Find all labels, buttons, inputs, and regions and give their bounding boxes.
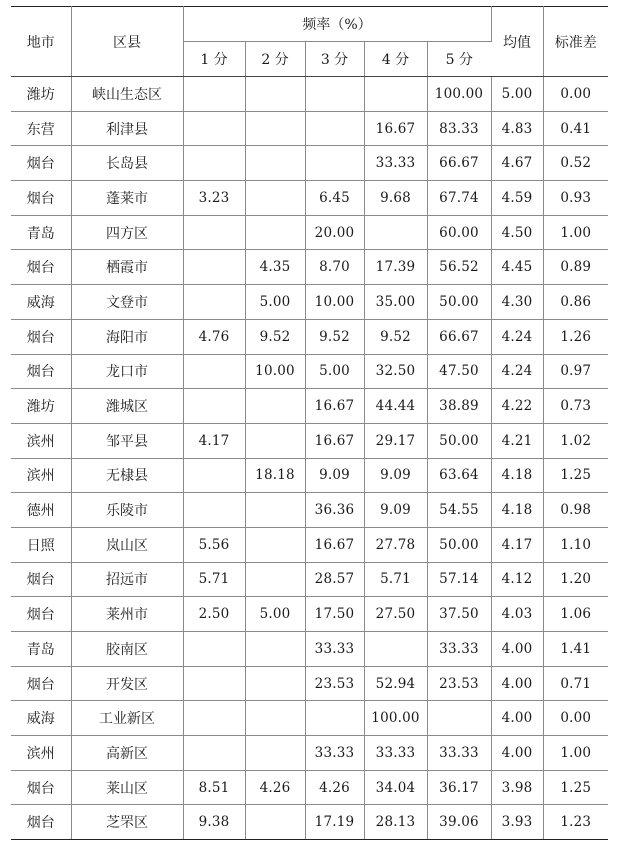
cell-std: 0.41: [543, 111, 608, 146]
table-row: [11, 701, 608, 736]
cell-mean: 4.03: [491, 597, 543, 632]
cell-score-4: [364, 215, 427, 250]
table-row: [11, 562, 608, 597]
cell-city: 潍坊: [11, 389, 71, 424]
table-row: [11, 250, 608, 285]
cell-city: 烟台: [11, 250, 71, 285]
cell-city: 东营: [11, 111, 71, 146]
cell-score-5: 63.64: [427, 458, 491, 493]
cell-score-2: [245, 146, 305, 181]
cell-score-5: [427, 701, 491, 736]
cell-mean: 4.12: [491, 562, 543, 597]
table-header: [11, 7, 608, 77]
cell-score-3: 5.00: [305, 354, 364, 389]
cell-std: 0.98: [543, 493, 608, 528]
cell-score-2: [245, 527, 305, 562]
table-row: [11, 319, 608, 354]
header-score-4: 4 分: [364, 42, 427, 77]
cell-county: 四方区: [71, 215, 183, 250]
cell-score-5: 37.50: [427, 597, 491, 632]
cell-score-1: 5.71: [183, 562, 245, 597]
cell-score-1: 4.17: [183, 423, 245, 458]
cell-city: 滨州: [11, 736, 71, 771]
cell-std: 0.86: [543, 285, 608, 320]
cell-score-4: 9.09: [364, 493, 427, 528]
cell-score-5: 39.06: [427, 805, 491, 840]
table-body: [11, 77, 608, 840]
header-mean: 均值: [491, 7, 543, 77]
cell-score-3: 16.67: [305, 527, 364, 562]
cell-std: 0.00: [543, 701, 608, 736]
cell-county: 栖霞市: [71, 250, 183, 285]
cell-score-2: [245, 181, 305, 216]
cell-score-5: 56.52: [427, 250, 491, 285]
cell-score-2: 4.26: [245, 770, 305, 805]
cell-score-5: 83.33: [427, 111, 491, 146]
header-score-2: 2 分: [245, 42, 305, 77]
cell-score-4: 52.94: [364, 666, 427, 701]
cell-score-4: 32.50: [364, 354, 427, 389]
table-row: [11, 632, 608, 667]
cell-score-2: [245, 666, 305, 701]
cell-std: 1.02: [543, 423, 608, 458]
cell-county: 无棣县: [71, 458, 183, 493]
cell-score-4: 27.78: [364, 527, 427, 562]
cell-city: 烟台: [11, 354, 71, 389]
table-row: [11, 111, 608, 146]
cell-score-4: 35.00: [364, 285, 427, 320]
cell-score-2: 10.00: [245, 354, 305, 389]
cell-score-4: 100.00: [364, 701, 427, 736]
cell-county: 岚山区: [71, 527, 183, 562]
cell-score-4: 29.17: [364, 423, 427, 458]
cell-score-5: 67.74: [427, 181, 491, 216]
cell-city: 烟台: [11, 666, 71, 701]
cell-score-3: 16.67: [305, 423, 364, 458]
cell-city: 潍坊: [11, 77, 71, 112]
cell-score-4: 17.39: [364, 250, 427, 285]
header-county: 区县: [71, 7, 183, 77]
cell-score-5: 50.00: [427, 285, 491, 320]
cell-score-1: [183, 632, 245, 667]
cell-std: 1.41: [543, 632, 608, 667]
cell-std: 0.73: [543, 389, 608, 424]
header-score-3: 3 分: [305, 42, 364, 77]
cell-score-3: 33.33: [305, 736, 364, 771]
cell-score-5: 33.33: [427, 632, 491, 667]
table-row: [11, 354, 608, 389]
cell-score-1: [183, 458, 245, 493]
cell-std: 0.00: [543, 77, 608, 112]
cell-score-5: 54.55: [427, 493, 491, 528]
cell-county: 芝罘区: [71, 805, 183, 840]
cell-score-2: 9.52: [245, 319, 305, 354]
cell-county: 利津县: [71, 111, 183, 146]
cell-score-1: [183, 736, 245, 771]
cell-std: 1.20: [543, 562, 608, 597]
table-row: [11, 666, 608, 701]
cell-score-3: 6.45: [305, 181, 364, 216]
cell-city: 烟台: [11, 146, 71, 181]
cell-city: 威海: [11, 701, 71, 736]
cell-std: 1.00: [543, 215, 608, 250]
cell-std: 0.52: [543, 146, 608, 181]
cell-county: 莱山区: [71, 770, 183, 805]
cell-city: 日照: [11, 527, 71, 562]
cell-county: 高新区: [71, 736, 183, 771]
cell-score-3: 23.53: [305, 666, 364, 701]
table-row: [11, 458, 608, 493]
cell-score-4: 16.67: [364, 111, 427, 146]
cell-score-1: [183, 285, 245, 320]
cell-mean: 5.00: [491, 77, 543, 112]
cell-score-3: 4.26: [305, 770, 364, 805]
cell-city: 德州: [11, 493, 71, 528]
table-row: [11, 285, 608, 320]
cell-city: 烟台: [11, 319, 71, 354]
frequency-table: [11, 6, 608, 840]
cell-county: 潍城区: [71, 389, 183, 424]
cell-county: 邹平县: [71, 423, 183, 458]
cell-county: 蓬莱市: [71, 181, 183, 216]
cell-score-3: 9.52: [305, 319, 364, 354]
table-row: [11, 805, 608, 840]
cell-city: 青岛: [11, 215, 71, 250]
cell-mean: 4.18: [491, 458, 543, 493]
cell-score-2: [245, 701, 305, 736]
cell-score-5: 36.17: [427, 770, 491, 805]
cell-score-3: 17.50: [305, 597, 364, 632]
cell-score-4: 5.71: [364, 562, 427, 597]
cell-score-1: [183, 77, 245, 112]
cell-score-1: [183, 666, 245, 701]
cell-score-2: [245, 736, 305, 771]
cell-std: 1.25: [543, 458, 608, 493]
cell-score-4: 9.68: [364, 181, 427, 216]
cell-score-4: 27.50: [364, 597, 427, 632]
cell-score-5: 50.00: [427, 423, 491, 458]
cell-score-1: 8.51: [183, 770, 245, 805]
cell-score-5: 60.00: [427, 215, 491, 250]
cell-score-5: 23.53: [427, 666, 491, 701]
cell-city: 烟台: [11, 805, 71, 840]
table-row: [11, 736, 608, 771]
cell-score-4: 34.04: [364, 770, 427, 805]
cell-county: 乐陵市: [71, 493, 183, 528]
cell-county: 胶南区: [71, 632, 183, 667]
table-row: [11, 77, 608, 112]
cell-mean: 4.83: [491, 111, 543, 146]
cell-std: 1.26: [543, 319, 608, 354]
cell-score-4: [364, 632, 427, 667]
cell-score-3: 17.19: [305, 805, 364, 840]
cell-score-3: [305, 146, 364, 181]
cell-std: 1.23: [543, 805, 608, 840]
cell-city: 烟台: [11, 770, 71, 805]
cell-score-5: 47.50: [427, 354, 491, 389]
cell-score-2: [245, 111, 305, 146]
cell-score-5: 50.00: [427, 527, 491, 562]
cell-mean: 4.00: [491, 666, 543, 701]
cell-score-3: 36.36: [305, 493, 364, 528]
cell-score-3: 10.00: [305, 285, 364, 320]
cell-city: 烟台: [11, 562, 71, 597]
table-row: [11, 597, 608, 632]
cell-county: 开发区: [71, 666, 183, 701]
cell-score-3: [305, 77, 364, 112]
cell-county: 峡山生态区: [71, 77, 183, 112]
cell-score-5: 66.67: [427, 319, 491, 354]
cell-score-1: 2.50: [183, 597, 245, 632]
cell-score-1: [183, 215, 245, 250]
cell-std: 1.00: [543, 736, 608, 771]
cell-city: 烟台: [11, 597, 71, 632]
cell-score-5: 33.33: [427, 736, 491, 771]
cell-std: 0.89: [543, 250, 608, 285]
cell-score-4: 28.13: [364, 805, 427, 840]
cell-mean: 4.30: [491, 285, 543, 320]
cell-score-1: 9.38: [183, 805, 245, 840]
cell-county: 海阳市: [71, 319, 183, 354]
header-score-5: 5 分: [427, 42, 491, 77]
cell-score-3: 9.09: [305, 458, 364, 493]
cell-score-1: 4.76: [183, 319, 245, 354]
cell-mean: 4.17: [491, 527, 543, 562]
cell-score-3: 20.00: [305, 215, 364, 250]
cell-score-5: 100.00: [427, 77, 491, 112]
cell-mean: 3.93: [491, 805, 543, 840]
cell-score-1: 3.23: [183, 181, 245, 216]
cell-score-4: 33.33: [364, 146, 427, 181]
cell-mean: 4.45: [491, 250, 543, 285]
cell-score-1: [183, 250, 245, 285]
header-city: 地市: [11, 7, 71, 77]
cell-score-2: [245, 389, 305, 424]
cell-score-3: 16.67: [305, 389, 364, 424]
table-row: [11, 181, 608, 216]
cell-score-1: [183, 354, 245, 389]
table-row: [11, 389, 608, 424]
cell-mean: 4.00: [491, 701, 543, 736]
cell-mean: 4.18: [491, 493, 543, 528]
cell-score-2: [245, 493, 305, 528]
cell-mean: 4.21: [491, 423, 543, 458]
cell-score-3: 8.70: [305, 250, 364, 285]
cell-score-2: [245, 805, 305, 840]
table-row: [11, 423, 608, 458]
cell-score-5: 38.89: [427, 389, 491, 424]
cell-city: 滨州: [11, 458, 71, 493]
cell-score-2: 18.18: [245, 458, 305, 493]
cell-county: 文登市: [71, 285, 183, 320]
cell-score-3: 33.33: [305, 632, 364, 667]
cell-score-2: [245, 77, 305, 112]
cell-county: 招远市: [71, 562, 183, 597]
table-row: [11, 215, 608, 250]
cell-mean: 4.00: [491, 736, 543, 771]
cell-city: 滨州: [11, 423, 71, 458]
cell-score-3: [305, 701, 364, 736]
table-row: [11, 493, 608, 528]
cell-score-1: [183, 493, 245, 528]
cell-score-1: [183, 146, 245, 181]
cell-std: 0.93: [543, 181, 608, 216]
cell-std: 1.25: [543, 770, 608, 805]
header-frequency-group: 频率（%）: [183, 7, 491, 42]
cell-score-2: 4.35: [245, 250, 305, 285]
cell-mean: 4.00: [491, 632, 543, 667]
cell-score-5: 66.67: [427, 146, 491, 181]
cell-county: 长岛县: [71, 146, 183, 181]
data-table-container: [11, 6, 608, 840]
header-score-1: 1 分: [183, 42, 245, 77]
cell-score-2: [245, 423, 305, 458]
cell-std: 0.71: [543, 666, 608, 701]
cell-score-3: 28.57: [305, 562, 364, 597]
table-row: [11, 527, 608, 562]
table-row: [11, 146, 608, 181]
cell-county: 工业新区: [71, 701, 183, 736]
cell-mean: 4.67: [491, 146, 543, 181]
cell-county: 龙口市: [71, 354, 183, 389]
cell-mean: 4.24: [491, 319, 543, 354]
cell-score-1: [183, 389, 245, 424]
cell-city: 威海: [11, 285, 71, 320]
cell-score-2: 5.00: [245, 285, 305, 320]
cell-score-5: 57.14: [427, 562, 491, 597]
cell-score-3: [305, 111, 364, 146]
table-row: [11, 770, 608, 805]
cell-county: 莱州市: [71, 597, 183, 632]
cell-std: 0.97: [543, 354, 608, 389]
cell-mean: 4.22: [491, 389, 543, 424]
cell-mean: 3.98: [491, 770, 543, 805]
cell-score-1: [183, 111, 245, 146]
cell-mean: 4.24: [491, 354, 543, 389]
cell-score-4: 9.09: [364, 458, 427, 493]
cell-mean: 4.50: [491, 215, 543, 250]
header-std: 标准差: [543, 7, 608, 77]
cell-score-4: 44.44: [364, 389, 427, 424]
cell-score-2: [245, 215, 305, 250]
cell-score-2: 5.00: [245, 597, 305, 632]
cell-score-1: 5.56: [183, 527, 245, 562]
cell-city: 烟台: [11, 181, 71, 216]
cell-mean: 4.59: [491, 181, 543, 216]
cell-score-4: 33.33: [364, 736, 427, 771]
cell-city: 青岛: [11, 632, 71, 667]
cell-score-4: [364, 77, 427, 112]
cell-score-1: [183, 701, 245, 736]
cell-std: 1.10: [543, 527, 608, 562]
cell-std: 1.06: [543, 597, 608, 632]
cell-score-2: [245, 632, 305, 667]
cell-score-4: 9.52: [364, 319, 427, 354]
cell-score-2: [245, 562, 305, 597]
